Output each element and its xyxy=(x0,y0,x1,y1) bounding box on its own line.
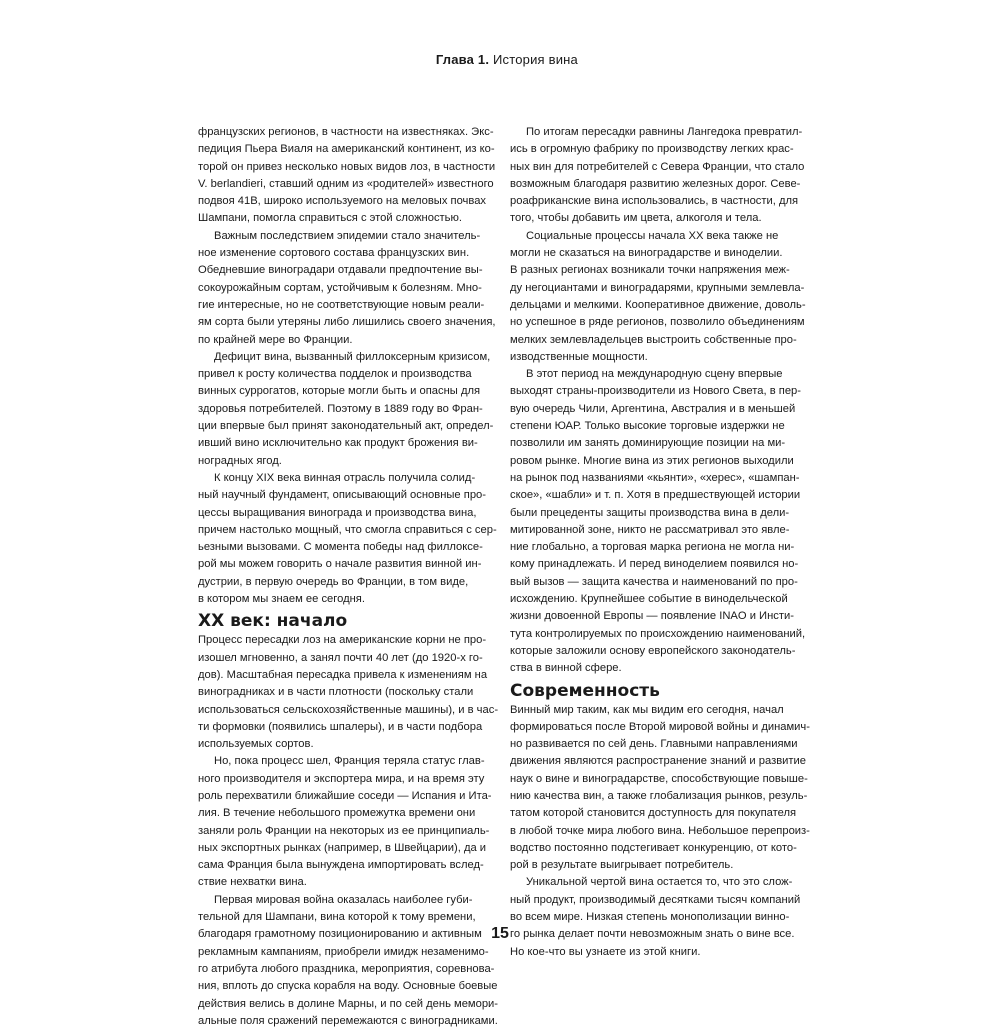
page-number: 15 xyxy=(491,925,509,942)
text-line: но успешное в ряде регионов, позволило объединениям xyxy=(510,316,805,329)
text-line: митированной зоне, никто не рассматривал это явле- xyxy=(510,523,790,536)
left-column xyxy=(198,124,498,1030)
text-line: ровом рынке. Многие вина из этих регионов выходили xyxy=(510,454,794,467)
text-line: Важным последствием эпидемии стало значитель- xyxy=(214,229,481,242)
text-line: движения являются распространение знаний и развитие xyxy=(510,755,807,768)
text-line: роафриканские вина использовались, в частности, для xyxy=(510,195,799,208)
text-line: причем настолько мощный, что смогла справиться с сер- xyxy=(198,523,497,536)
text-line: ние глобально, а торговая марка региона не могла ни- xyxy=(510,541,795,554)
text-line: были прецеденты защиты производства вина в дели- xyxy=(510,506,790,519)
section-heading: Современность xyxy=(510,680,660,701)
text-line: тута контролируемых по происхождению наименований, xyxy=(510,627,806,640)
text-line: цессы выращивания винограда и производства вина, xyxy=(198,506,477,519)
text-line: В разных регионах возникали точки напряжения меж- xyxy=(510,264,790,277)
text-line: рой мы можем говорить о начале развития винной ин- xyxy=(198,558,482,571)
text-line: По итогам пересадки равнины Лангедока превратил- xyxy=(526,126,803,138)
text-line: могли не сказаться на виноградарстве и виноделии. xyxy=(510,247,783,260)
text-line: ния, вплоть до спуска корабля на воду. Основные боевые xyxy=(198,980,498,993)
text-line: французских регионов, в частности на известняках. Экс- xyxy=(198,126,494,138)
text-line: сама Франция была вынуждена импортировать вслед- xyxy=(198,859,484,872)
text-line: исхождению. Крупнейшее событие в винодельческой xyxy=(510,593,788,606)
text-line: Социальные процессы начала XX века также не xyxy=(526,229,779,242)
text-line: изводственные мощности. xyxy=(510,350,648,363)
text-line: выходят страны-производители из Нового Света, в пер- xyxy=(510,385,801,398)
text-line: ям сорта были утеряны либо лишились своего значения, xyxy=(198,316,496,329)
chapter-label: Глава 1. xyxy=(435,52,490,67)
text-line: гие интересные, но не соответствующие новым реали- xyxy=(198,298,485,311)
text-line: позволили им занять доминирующие позиции на ми- xyxy=(510,437,786,450)
text-line: изошел мгновенно, а занял почти 40 лет (до 1920-х го- xyxy=(198,651,483,664)
text-line: дельцами и мелкими. Кооперативное движение, доволь- xyxy=(510,298,806,311)
running-header xyxy=(436,52,578,67)
text-line: но развивается по сей день. Главными направлениями xyxy=(510,738,798,751)
text-line: заняли роль Франции на некоторых из ее принципиаль- xyxy=(198,824,490,837)
text-line: Шампани, помогла справиться с этой сложностью. xyxy=(198,212,462,225)
text-line: привел к росту количества подделок и производства xyxy=(198,368,472,381)
text-line: альные поля сражений перемежаются с виноградниками. xyxy=(198,1014,498,1027)
text-line: ции впервые был принят законодательный акт, определ- xyxy=(198,420,494,433)
text-line: Но, пока процесс шел, Франция теряла статус глав- xyxy=(214,755,485,768)
text-line: действия велись в долине Марны, и по сей день мемори- xyxy=(198,997,499,1010)
text-line: здоровья потребителей. Поэтому в 1889 году во Фран- xyxy=(198,402,483,415)
text-line: лия. В течение небольшого промежутка времени они xyxy=(198,807,476,820)
text-line: сокоурожайным сортам, устойчивым к болезням. Мно- xyxy=(198,281,482,294)
text-line: вый вызов — защита качества и наименований по про- xyxy=(510,575,798,588)
section-heading: XX век: начало xyxy=(198,611,348,632)
text-line: в любой точке мира любого вина. Небольшое перепроиз- xyxy=(510,824,810,837)
text-line: которые заложили основу европейского законодатель- xyxy=(510,644,796,657)
text-line: ных экспортных рынках (например, в Швейцарии), да и xyxy=(198,841,487,854)
text-line: ства в винной сфере. xyxy=(510,662,622,675)
text-line: тельной для Шампани, вина которой к тому времени, xyxy=(198,911,476,924)
text-line: ствие нехватки вина. xyxy=(198,876,307,889)
text-line: Винный мир таким, как мы видим его сегодня, начал xyxy=(510,703,784,716)
text-line: Уникальной чертой вина остается то, что это слож- xyxy=(526,876,793,889)
text-line: дустрии, в первую очередь во Франции, в том виде, xyxy=(198,575,469,588)
text-line: по крайней мере во Франции. xyxy=(198,333,353,346)
text-line: жизни довоенной Европы — появление INAO и Инсти- xyxy=(510,610,794,623)
text-line: ного производителя и экспортера мира, и на время эту xyxy=(198,772,485,785)
text-line: виноградниках и в части плотности (поскольку стали xyxy=(198,686,474,699)
text-line: формироваться после Второй мировой войны и динамич- xyxy=(510,720,810,733)
text-line: татом которой становится доступность для покупателя xyxy=(510,807,797,820)
text-line: используемых сортов. xyxy=(198,738,314,751)
text-line: ду негоциантами и виноградарями, крупными землевла- xyxy=(510,281,805,294)
text-line: мелких землевладельцев выстроить собственные про- xyxy=(510,333,797,346)
text-line: в котором мы знаем ее сегодня. xyxy=(198,593,365,606)
text-line: ный продукт, производимый десятками тысяч компаний xyxy=(510,893,801,906)
text-line: педиция Пьера Виаля на американский континент, из ко- xyxy=(198,143,495,156)
text-line: подвоя 41B, широко используемого на меловых почвах xyxy=(198,195,487,208)
text-line: возможным благодаря развитию железных дорог. Севе- xyxy=(510,177,801,190)
text-line: степени ЮАР. Только высокие торговые издержки не xyxy=(510,420,785,433)
text-line: го рынка делает почти невозможным знать о вине все. xyxy=(510,928,795,941)
text-line: ивший вино исключительно как продукт брожения ви- xyxy=(198,437,478,450)
text-line: Первая мировая война оказалась наиболее губи- xyxy=(214,893,473,906)
text-line: Процесс пересадки лоз на американские корни не про- xyxy=(198,634,487,647)
text-line: ти формовки (появились шпалеры), и в части подбора xyxy=(198,720,483,733)
text-line: благодаря грамотному позиционированию и активным xyxy=(198,928,482,941)
text-line: ный научный фундамент, описывающий основные про- xyxy=(198,489,486,502)
text-line: использоваться сельскохозяйственные машины), и в час- xyxy=(198,703,499,716)
chapter-title: История вина xyxy=(492,52,578,67)
text-line: ись в огромную фабрику по производству легких крас- xyxy=(510,143,794,156)
text-line: Но кое-что вы узнаете из этой книги. xyxy=(510,945,701,958)
text-line: роль перехватили ближайшие соседи — Испания и Ита- xyxy=(198,789,492,802)
text-line: Дефицит вина, вызванный филлоксерным кризисом, xyxy=(214,350,491,363)
text-line: ьезными вызовами. С момента победы над филлоксе- xyxy=(198,541,483,554)
text-line: наук о вине и виноградарстве, способствующие повыше- xyxy=(510,772,808,785)
text-line: того, чтобы добавить им цвета, алкоголя и тела. xyxy=(510,212,762,225)
text-line: кому принадлежать. И перед виноделием появился но- xyxy=(510,558,799,571)
text-line: на рынок под названиями «кьянти», «херес», «шампан- xyxy=(510,471,800,484)
text-line: го атрибута любого праздника, мероприятия, соревнова- xyxy=(198,962,495,975)
right-column xyxy=(510,124,810,961)
text-line: К концу XIX века винная отрасль получила солид- xyxy=(214,471,476,484)
text-line: рой в результате выигрывает потребитель. xyxy=(510,859,734,872)
text-line: ных вин для потребителей с Севера Франции, что стало xyxy=(510,160,805,173)
text-line: В этот период на международную сцену впервые xyxy=(526,368,783,381)
text-line: торой он привез несколько новых видов лоз, в частности xyxy=(198,160,496,173)
text-line: вую очередь Чили, Аргентина, Австралия и в меньшей xyxy=(510,402,796,415)
text-line: ское», «шабли» и т. п. Хотя в предшествующей истории xyxy=(510,489,801,502)
text-line: во всем мире. Низкая степень монополизации винно- xyxy=(510,911,790,924)
text-line: дов). Масштабная пересадка привела к изменениям на xyxy=(198,668,488,681)
text-line: V. berlandieri, ставший одним из «родителей» известного xyxy=(198,177,494,190)
text-line: ное изменение сортового состава французских вин. xyxy=(198,247,470,260)
text-line: ноградных ягод. xyxy=(198,454,282,467)
text-line: винных суррогатов, которые могли быть и опасны для xyxy=(198,385,481,398)
text-line: водство постоянно подстегивает конкуренцию, от кото- xyxy=(510,841,797,854)
text-line: рекламным кампаниям, приобрели имидж незаменимо- xyxy=(198,945,489,958)
text-line: нию качества вин, а также глобализация рынков, резуль- xyxy=(510,789,808,802)
text-line: Обедневшие виноградари отдавали предпочтение вы- xyxy=(198,264,483,277)
